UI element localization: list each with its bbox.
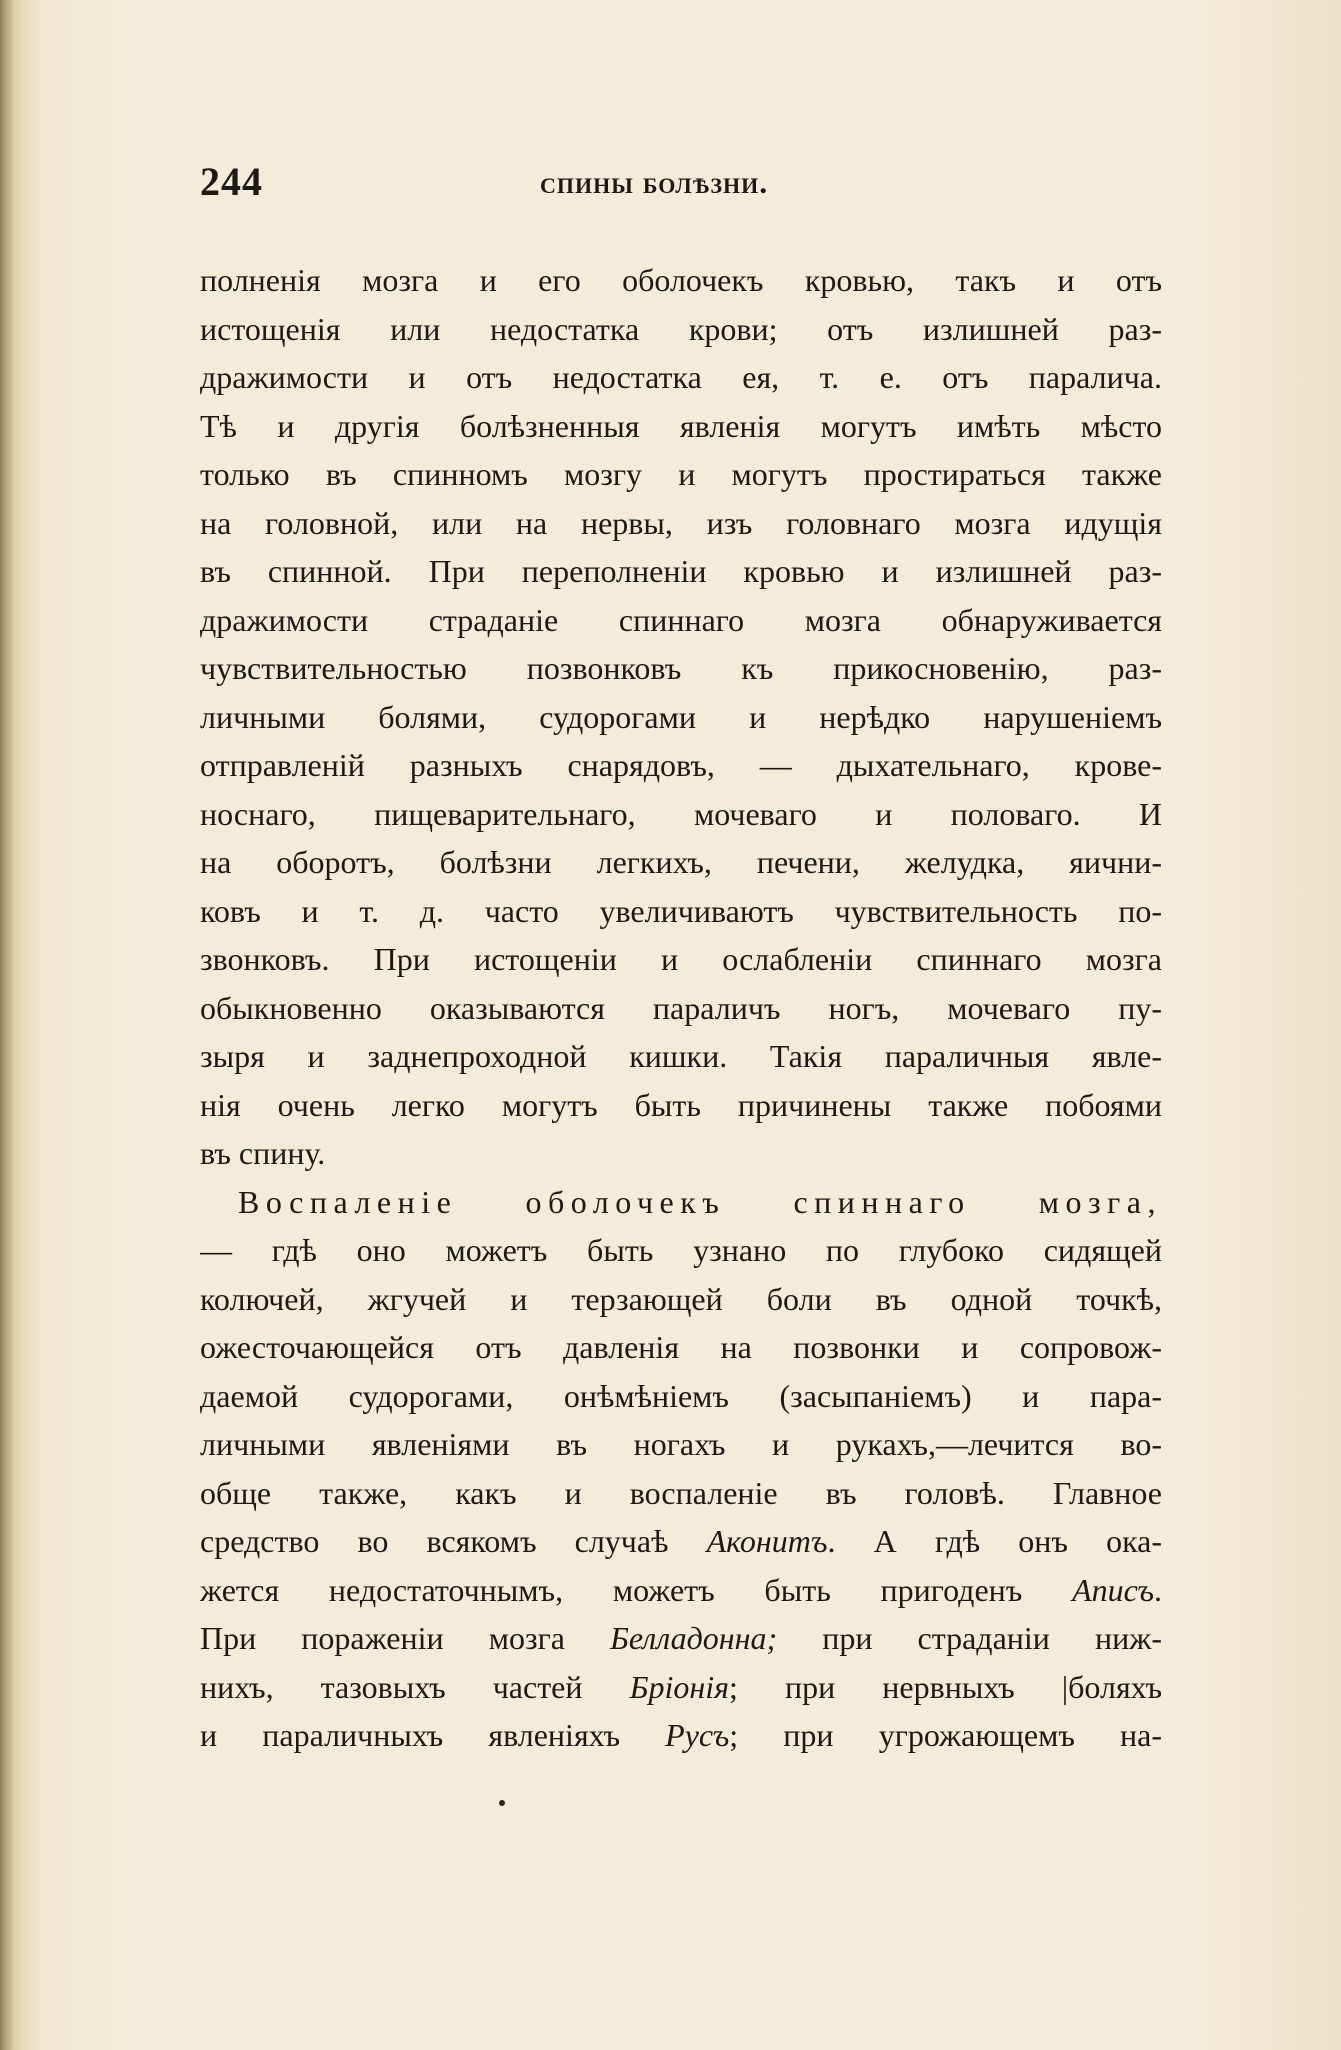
text-line: на головной, или на нервы, изъ головнаго мозга идущія: [200, 504, 1162, 541]
text-line: въ спину.: [200, 1135, 326, 1171]
text-line: обще также, какъ и воспаленіе въ головѣ. Главное: [200, 1474, 1162, 1511]
text-run: ; при угрожающемъ на-: [729, 1717, 1162, 1753]
text-line: чувствительностью позвонковъ къ прикосновенію, раз-: [200, 650, 1162, 686]
text-line: звонковъ. При истощеніи и ослабленіи спиннаго мозга: [200, 941, 1162, 977]
text-line: ковъ и т. д. часто увеличиваютъ чувствительность по-: [200, 892, 1162, 929]
text-line: [200, 1663, 1162, 1712]
text-run: средство во всякомъ случаѣ: [200, 1523, 707, 1559]
text-line: только въ спинномъ мозгу и могутъ простираться также: [200, 456, 1162, 492]
remedy-name: Аписъ: [1072, 1571, 1154, 1608]
text-line: отправленій разныхъ снарядовъ, — дыхательнаго, крове-: [200, 747, 1162, 783]
text-line: въ спинной. При переполненіи кровью и излишней раз-: [200, 553, 1162, 589]
text-run: . А гдѣ онъ ока-: [827, 1523, 1162, 1559]
paragraph-1: [200, 256, 1162, 1178]
remedy-name: Белладонна;: [609, 1620, 778, 1656]
running-head: [200, 158, 1160, 208]
page-number: 244: [200, 159, 263, 204]
text-line: личными болями, судорогами и нерѣдко нарушеніемъ: [200, 698, 1162, 735]
text-line: колючей, жгучей и терзающей боли въ одной точкѣ,: [200, 1280, 1162, 1317]
text-line: дражимости и отъ недостатка ея, т. е. отъ паралича.: [200, 359, 1162, 395]
text-line: на оборотъ, болѣзни легкихъ, печени, желудка, яични-: [200, 844, 1162, 880]
text-run: при страданіи ниж-: [777, 1620, 1162, 1656]
section-lead-spaced: Воспаленіе оболочекъ спиннаго мозга,: [238, 1183, 1162, 1220]
text-line: зыря и заднепроходной кишки. Такія параличныя явле-: [200, 1038, 1162, 1074]
spine-shadow: [0, 0, 14, 2050]
text-line: полненія мозга и его оболочекъ кровью, такъ и отъ: [200, 262, 1162, 298]
text-line: — гдѣ оно можетъ быть узнано по глубоко сидящей: [200, 1232, 1162, 1268]
body-text: [200, 256, 1162, 1760]
text-line: [200, 1711, 1162, 1760]
text-run: При пораженіи мозга: [200, 1620, 610, 1656]
text-run: нихъ, тазовыхъ частей: [200, 1668, 630, 1705]
text-run: жется недостаточнымъ, можетъ быть пригоденъ: [200, 1571, 1073, 1608]
text-line: Тѣ и другія болѣзненныя явленія могутъ имѣть мѣсто: [200, 407, 1162, 444]
text-run: .: [1154, 1571, 1162, 1608]
paragraph-2: [200, 1178, 1162, 1760]
remedy-name: Бріонія: [629, 1668, 729, 1705]
text-line: даемой судорогами, онѣмѣніемъ (засыпаніемъ) и пара-: [200, 1377, 1162, 1414]
text-line: [200, 1517, 1162, 1566]
text-line: [200, 1566, 1162, 1615]
text-run: и параличныхъ явленіяхъ: [200, 1717, 666, 1753]
remedy-name: Аконитъ: [706, 1523, 828, 1559]
text-line: личными явленіями въ ногахъ и рукахъ,—лечится во-: [200, 1426, 1162, 1462]
text-line: нія очень легко могутъ быть причинены также побоями: [200, 1086, 1162, 1123]
remedy-name: Русъ: [665, 1717, 730, 1753]
text-line: ожесточающейся отъ давленія на позвонки и сопровож-: [200, 1329, 1162, 1365]
running-title: спины болѣзни.: [540, 164, 769, 200]
text-line: дражимости страданіе спиннаго мозга обнаруживается: [200, 601, 1162, 638]
text-line: носнаго, пищеварительнаго, мочеваго и половаго. И: [200, 795, 1162, 832]
text-line: истощенія или недостатка крови; отъ излишней раз-: [200, 310, 1162, 347]
text-line: обыкновенно оказываются параличъ ногъ, мочеваго пу-: [200, 989, 1162, 1026]
ink-speck: [499, 1800, 505, 1806]
text-run: ; при нервныхъ |боляхъ: [728, 1668, 1162, 1705]
text-line: [200, 1614, 1162, 1663]
